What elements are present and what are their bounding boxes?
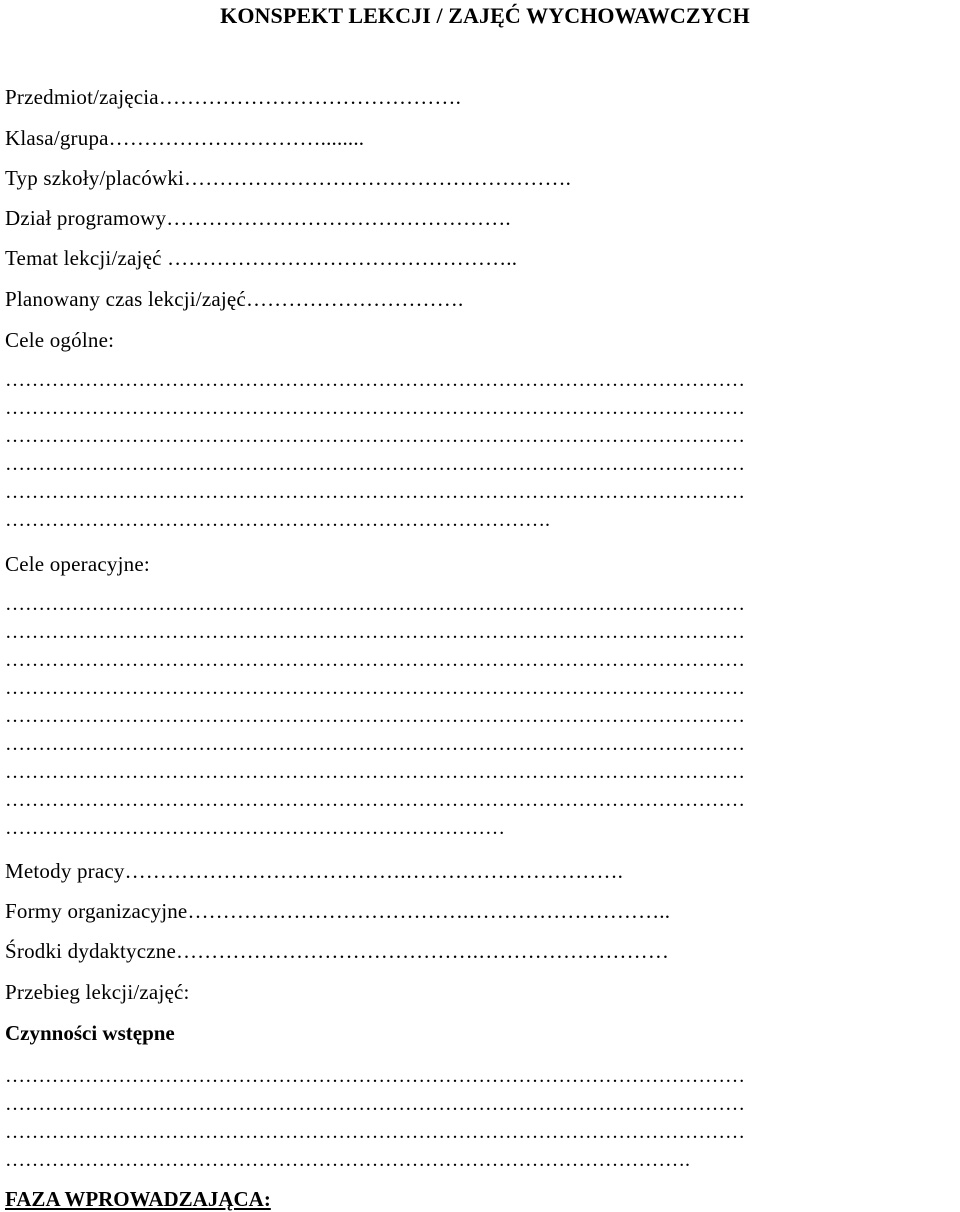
cele-operacyjne-line: …………………………………………………………………………………………………	[5, 649, 745, 671]
cele-ogolne-line: …………………………………………………………………………………………………	[5, 481, 745, 503]
cele-operacyjne-label: Cele operacyjne:	[5, 552, 150, 576]
srodki-dydaktyczne: Środki dydaktyczne…………………………………….………………………	[5, 939, 670, 963]
cele-ogolne-line: …………………………………………………………………………………………………	[5, 425, 745, 447]
cele-operacyjne-line: …………………………………………………………………	[5, 817, 505, 839]
field-dzial: Dział programowy………………………………………….	[5, 206, 511, 230]
przebieg-label: Przebieg lekcji/zajęć:	[5, 980, 190, 1004]
cele-ogolne-line: …………………………………………………………………………………………………	[5, 453, 745, 475]
field-przedmiot: Przedmiot/zajęcia…………………………………….	[5, 85, 462, 109]
cele-ogolne-line: …………………………………………………………………………………………………	[5, 369, 745, 391]
cele-ogolne-label: Cele ogólne:	[5, 328, 115, 352]
czynnosci-wstepne-label: Czynności wstępne	[5, 1021, 175, 1045]
czynnosci-wstepne-line: …………………………………………………………………………………………………	[5, 1065, 745, 1087]
czynnosci-wstepne-line: …………………………………………………………………………………………………	[5, 1121, 745, 1143]
cele-ogolne-line: ……………………………………………………………………….	[5, 509, 550, 531]
cele-operacyjne-line: …………………………………………………………………………………………………	[5, 621, 745, 643]
field-klasa: Klasa/grupa…………………………........	[5, 126, 365, 150]
metody-pracy: Metody pracy………………………………….………………………….	[5, 859, 624, 883]
field-czas: Planowany czas lekcji/zajęć………………………….	[5, 287, 464, 311]
page-title: KONSPEKT LEKCJI / ZAJĘĆ WYCHOWAWCZYCH	[220, 3, 750, 28]
formy-organizacyjne: Formy organizacyjne………………………………….………………………..	[5, 899, 671, 923]
czynnosci-wstepne-line: ………………………………………………………………………………………….	[5, 1149, 690, 1171]
field-temat: Temat lekcji/zajęć …………………………………………..	[5, 246, 518, 270]
field-typ-szkoly: Typ szkoły/placówki……………………………………………….	[5, 166, 572, 190]
czynnosci-wstepne-line: …………………………………………………………………………………………………	[5, 1093, 745, 1115]
cele-ogolne-line: …………………………………………………………………………………………………	[5, 397, 745, 419]
faza-wprowadzajaca-label: FAZA WPROWADZAJĄCA:	[5, 1187, 271, 1211]
cele-operacyjne-line: …………………………………………………………………………………………………	[5, 733, 745, 755]
cele-operacyjne-line: …………………………………………………………………………………………………	[5, 705, 745, 727]
cele-operacyjne-line: …………………………………………………………………………………………………	[5, 677, 745, 699]
cele-operacyjne-line: …………………………………………………………………………………………………	[5, 789, 745, 811]
cele-operacyjne-line: …………………………………………………………………………………………………	[5, 593, 745, 615]
cele-operacyjne-line: …………………………………………………………………………………………………	[5, 761, 745, 783]
